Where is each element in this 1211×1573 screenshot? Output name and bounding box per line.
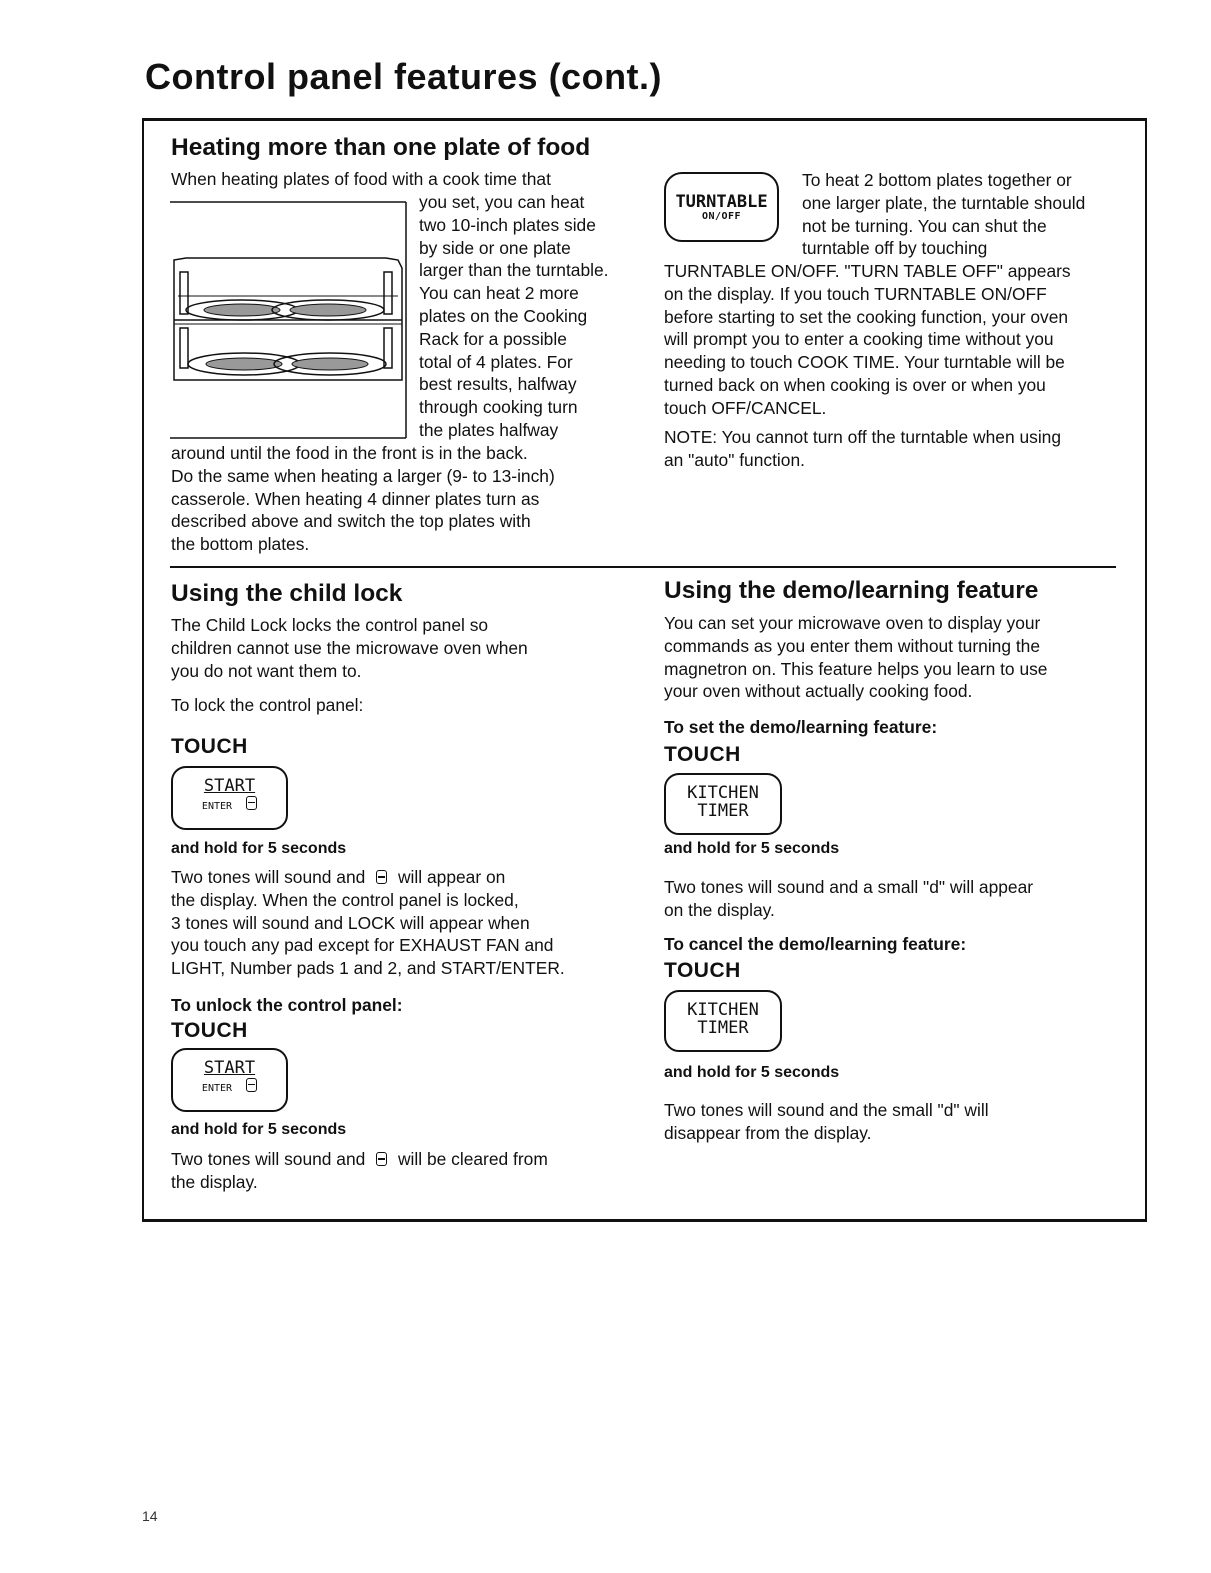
- turntable-line: To heat 2 bottom plates together or: [802, 170, 1072, 190]
- intro-line: commands as you enter them without turning the: [664, 635, 1041, 656]
- intro-line: magnetron on. This feature helps you learn to use: [664, 658, 1048, 679]
- heating-line: You can heat 2 more: [419, 283, 579, 304]
- lock-panel-title: To lock the control panel:: [171, 695, 364, 715]
- intro-line: children cannot use the microwave oven when: [171, 637, 528, 658]
- demo-text: disappear from the display.: [664, 1122, 872, 1143]
- oven-plates-illustration: [170, 198, 410, 442]
- unlock-result-text: [171, 1148, 548, 1194]
- turntable-key-label: TURNTABLE: [675, 192, 768, 212]
- start-key-label: START: [203, 1058, 256, 1078]
- turntable-text-bottom: [664, 260, 1071, 420]
- turntable-line: on the display. If you touch TURNTABLE ON/OFF: [664, 283, 1047, 304]
- start-enter-key[interactable]: [171, 766, 288, 830]
- demo-text: Two tones will sound and a small "d" will appear: [664, 877, 1034, 897]
- touch-label: TOUCH: [664, 743, 741, 766]
- intro-line: you do not want them to.: [171, 660, 362, 681]
- turntable-line: not be turning. You can shut the: [802, 215, 1047, 236]
- heating-line: two 10-inch plates side: [419, 214, 596, 235]
- hold-instruction: and hold for 5 seconds: [171, 1121, 347, 1138]
- heating-heading: Heating more than one plate of food: [171, 134, 591, 161]
- enter-key-sublabel: ENTER: [201, 800, 233, 812]
- turntable-line: before starting to set the cooking function, your oven: [664, 306, 1069, 327]
- lock-result-text: [171, 866, 565, 980]
- demo-text: on the display.: [664, 899, 775, 920]
- turntable-line: TURNTABLE ON/OFF. "TURN TABLE OFF" appears: [664, 261, 1071, 281]
- kitchen-key-label: KITCHEN: [687, 1000, 759, 1020]
- hold-instruction: and hold for 5 seconds: [664, 1064, 840, 1081]
- lock-text: will appear on: [398, 867, 506, 887]
- heating-line: by side or one plate: [419, 237, 571, 258]
- heating-line: casserole. When heating 4 dinner plates turn as: [171, 488, 540, 509]
- hold-instruction: and hold for 5 seconds: [664, 840, 840, 857]
- page-number: 14: [142, 1508, 158, 1524]
- turntable-on-off-key[interactable]: [664, 172, 779, 242]
- heating-text: [171, 168, 551, 191]
- turntable-text-right: [802, 169, 1085, 260]
- heating-line: you set, you can heat: [419, 192, 585, 212]
- heating-text-right: [419, 191, 609, 442]
- set-demo-title: To set the demo/learning feature:: [664, 717, 938, 737]
- heating-line: plates on the Cooking: [419, 305, 588, 326]
- start-enter-key[interactable]: [171, 1048, 288, 1112]
- hold-instruction: and hold for 5 seconds: [171, 840, 347, 857]
- cancel-demo-title: To cancel the demo/learning feature:: [664, 934, 967, 954]
- lock-icon: [246, 796, 257, 810]
- turntable-key-sublabel: ON/OFF: [701, 210, 742, 222]
- heating-line: best results, halfway: [419, 374, 577, 395]
- heating-line: around until the food in the front is in the back.: [171, 443, 528, 463]
- lock-text: 3 tones will sound and LOCK will appear when: [171, 912, 530, 933]
- note-line: NOTE: You cannot turn off the turntable when using: [664, 427, 1062, 447]
- turntable-line: turntable off by touching: [802, 238, 988, 259]
- intro-line: your oven without actually cooking food.: [664, 681, 973, 702]
- section-divider: [170, 566, 1116, 568]
- set-demo-text: [664, 876, 1033, 922]
- heating-line: Do the same when heating a larger (9- to 13-inch): [171, 465, 555, 486]
- enter-key-sublabel: ENTER: [201, 1082, 233, 1094]
- unlock-text: the display.: [171, 1171, 258, 1192]
- timer-key-label: TIMER: [697, 800, 749, 821]
- turntable-line: turned back on when cooking is over or when you: [664, 374, 1046, 395]
- unlock-panel-title: To unlock the control panel:: [171, 995, 403, 1015]
- kitchen-timer-key[interactable]: [664, 990, 782, 1052]
- turntable-line: will prompt you to enter a cooking time without you: [664, 329, 1054, 350]
- child-lock-intro: [171, 614, 528, 682]
- demo-heading: Using the demo/learning feature: [664, 577, 1039, 604]
- kitchen-timer-key[interactable]: [664, 773, 782, 835]
- heating-line: the bottom plates.: [171, 534, 310, 555]
- lock-text: Two tones will sound and: [171, 867, 366, 887]
- turntable-line: needing to touch COOK TIME. Your turntable will be: [664, 352, 1065, 373]
- lock-text: you touch any pad except for EXHAUST FAN and: [171, 935, 554, 956]
- touch-label: TOUCH: [171, 735, 248, 758]
- turntable-line: touch OFF/CANCEL.: [664, 397, 827, 418]
- child-lock-heading: Using the child lock: [171, 580, 403, 607]
- turntable-line: one larger plate, the turntable should: [802, 192, 1086, 213]
- intro-line: You can set your microwave oven to display your: [664, 613, 1041, 633]
- heating-text-bottom: [171, 442, 555, 556]
- heating-line: through cooking turn: [419, 397, 578, 418]
- lock-text: the display. When the control panel is locked,: [171, 889, 519, 910]
- turntable-note: [664, 426, 1061, 472]
- lock-icon: [376, 1152, 387, 1166]
- unlock-text: Two tones will sound and: [171, 1149, 366, 1169]
- demo-text: Two tones will sound and the small "d" will: [664, 1100, 989, 1120]
- lock-icon: [376, 870, 387, 884]
- lock-text: LIGHT, Number pads 1 and 2, and START/ENTER.: [171, 958, 565, 979]
- heating-line: Rack for a possible: [419, 328, 567, 349]
- touch-label: TOUCH: [664, 959, 741, 982]
- heating-line: total of 4 plates. For: [419, 351, 573, 372]
- lock-icon: [246, 1078, 257, 1092]
- intro-line: The Child Lock locks the control panel so: [171, 615, 489, 635]
- cancel-demo-text: [664, 1099, 989, 1145]
- heating-line: described above and switch the top plates with: [171, 511, 531, 532]
- note-line: an "auto" function.: [664, 449, 805, 470]
- page-title: Control panel features (cont.): [145, 56, 663, 97]
- heating-line: the plates halfway: [419, 419, 559, 440]
- unlock-text: will be cleared from: [398, 1149, 548, 1169]
- heating-line: When heating plates of food with a cook time that: [171, 169, 551, 189]
- demo-intro: [664, 612, 1047, 703]
- heating-line: larger than the turntable.: [419, 260, 609, 281]
- kitchen-key-label: KITCHEN: [687, 783, 759, 803]
- timer-key-label: TIMER: [697, 1017, 749, 1038]
- touch-label: TOUCH: [171, 1019, 248, 1042]
- start-key-label: START: [203, 776, 256, 796]
